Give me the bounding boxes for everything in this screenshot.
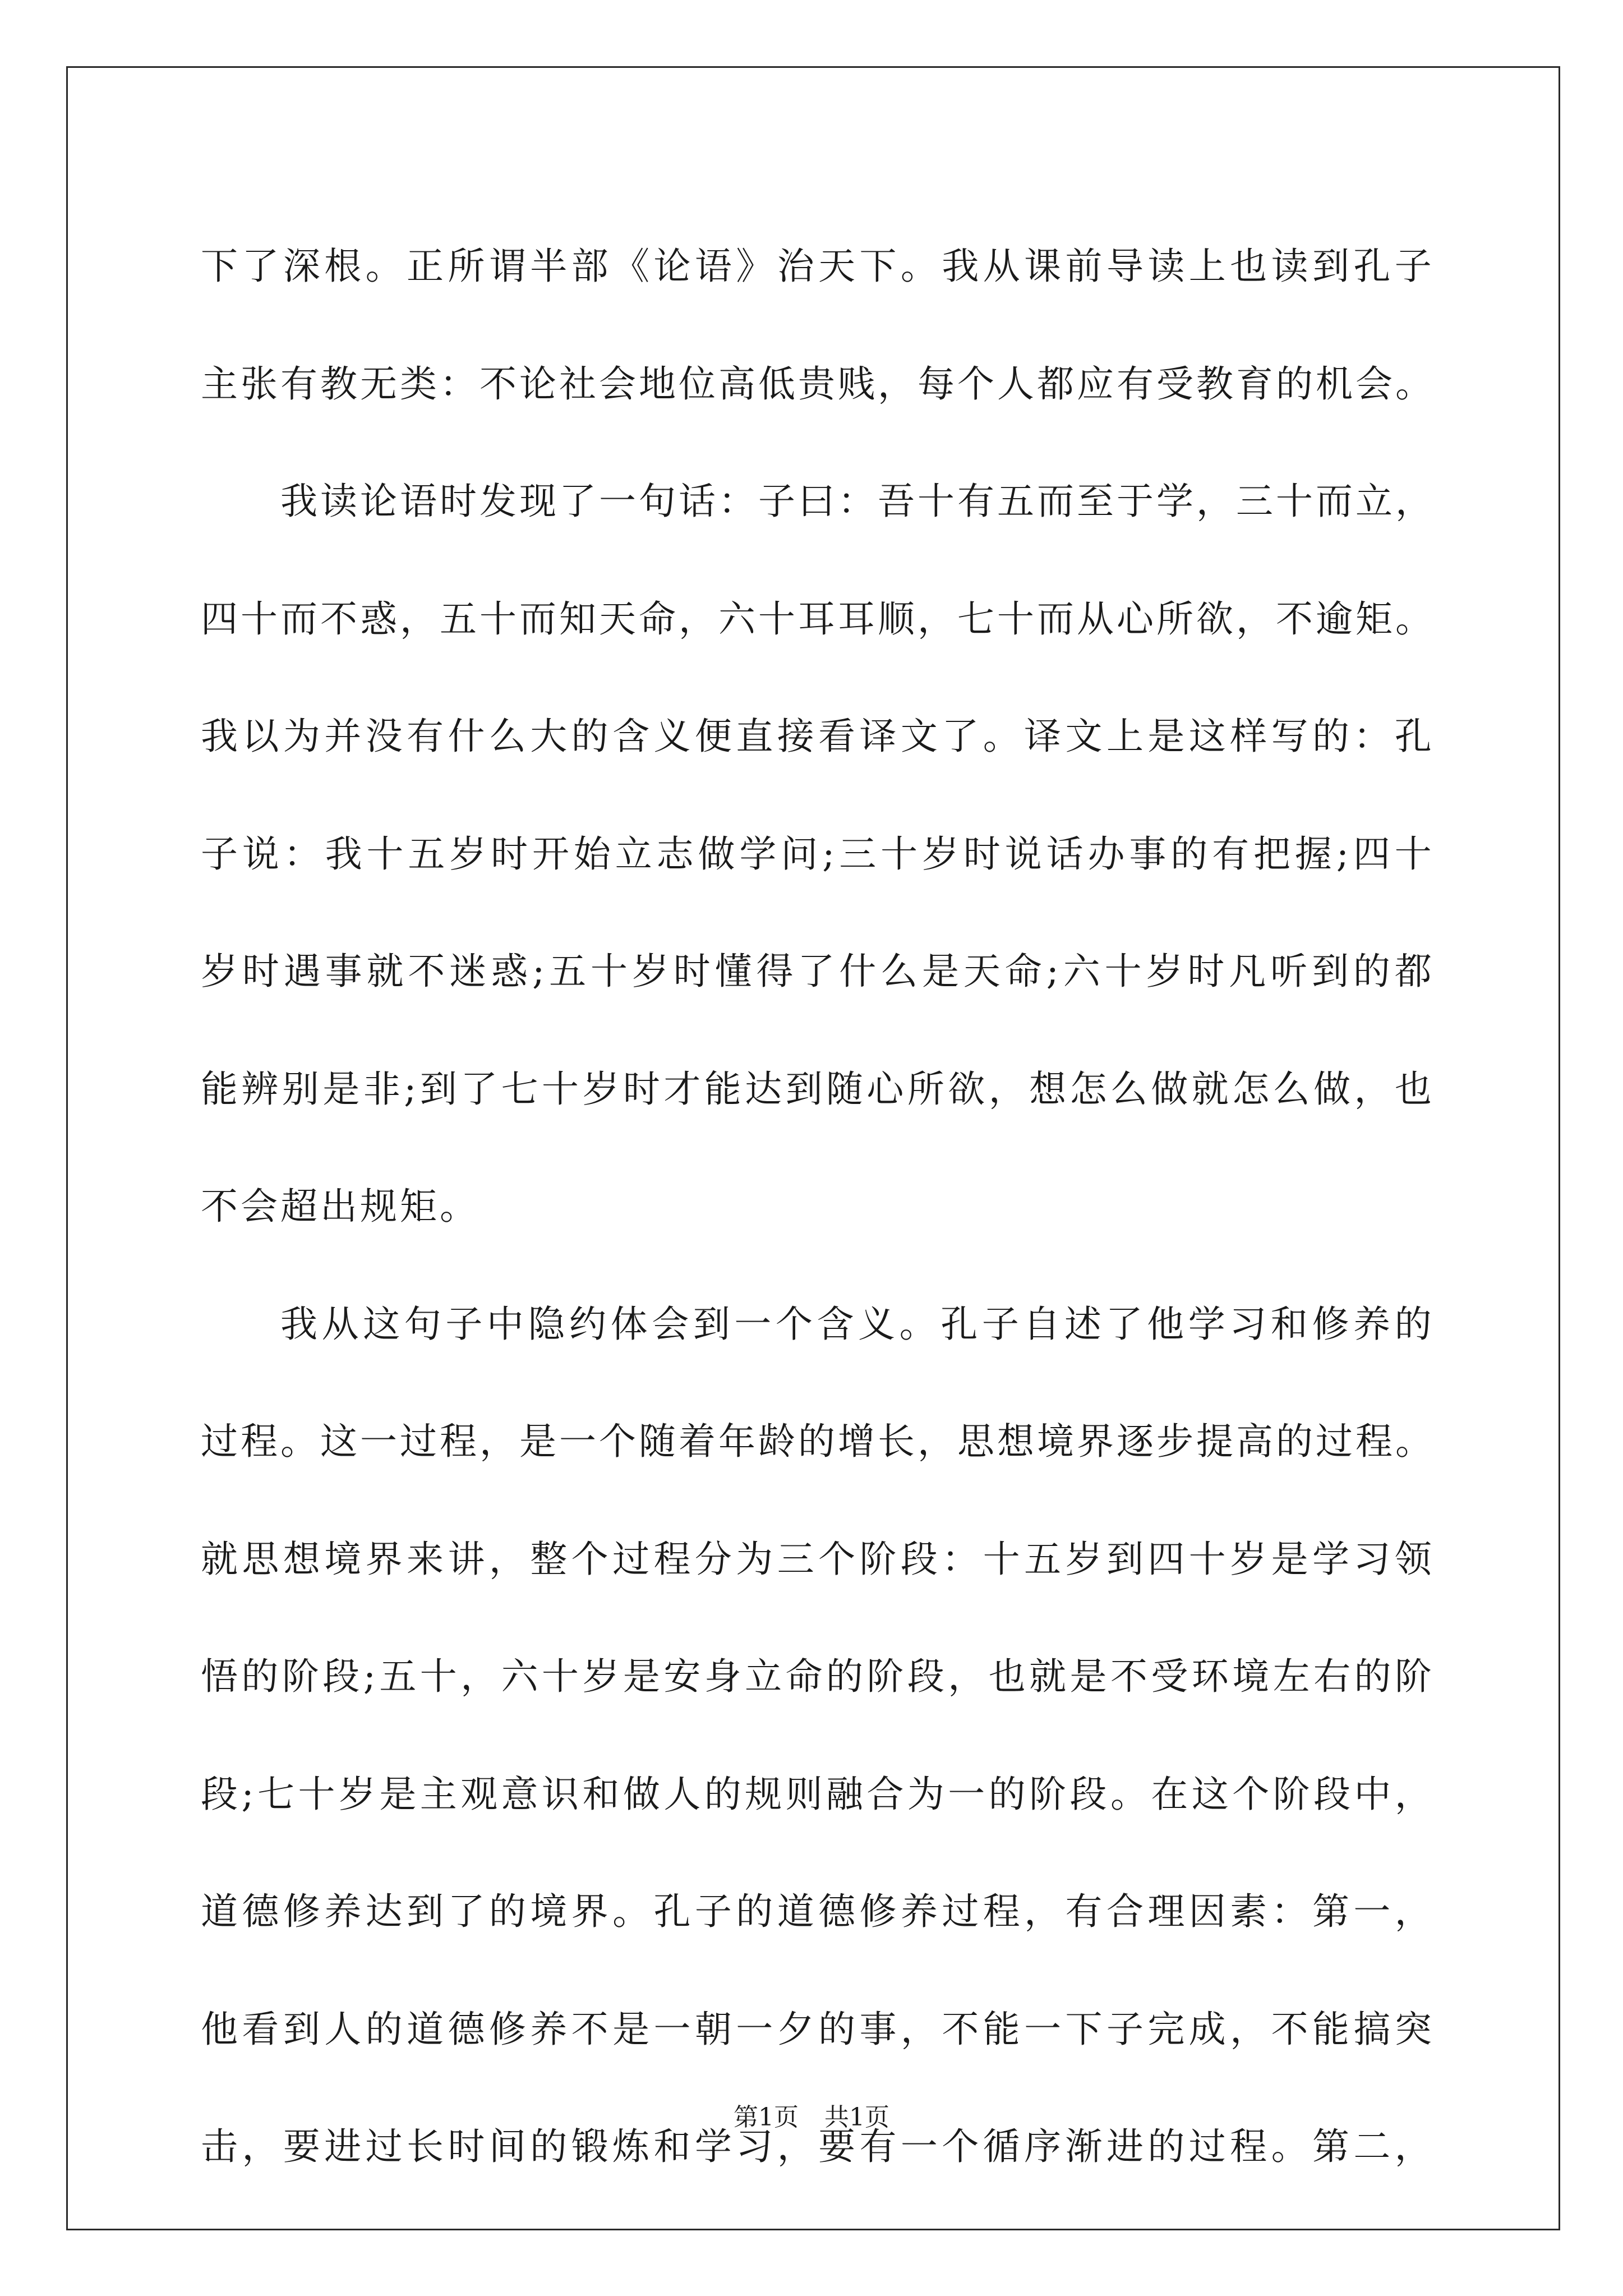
text-line: 主 张 有 教 无 类 ： 不 论 社 会 地 位 高 低 贵 贱 ， 每 个 人 都 应 有 受 教 育 的 机 会 。: [201, 362, 1435, 406]
text-line: 我 从 这 句 子 中 隐 约 体 会 到 一 个 含 义 。 孔 子 自 述 了 他 学 习 和 修 养 的: [280, 1302, 1435, 1346]
page-total: 共1页: [824, 2103, 889, 2132]
text-line: 子 说 ： 我 十 五 岁 时 开 始 立 志 做 学 问 ; 三 十 岁 时 说 话 办 事 的 有 把 握 ; 四 十: [201, 832, 1435, 876]
text-line: 我 以 为 并 没 有 什 么 大 的 含 义 便 直 接 看 译 文 了 。 译 文 上 是 这 样 写 的 ： 孔: [201, 715, 1435, 758]
text-line: 他 看 到 人 的 道 德 修 养 不 是 一 朝 一 夕 的 事 ， 不 能 一 下 子 完 成 ， 不 能 搞 突: [201, 2007, 1435, 2051]
page-footer: [0, 2097, 1623, 2133]
text-line: 能 辨 别 是 非 ; 到 了 七 十 岁 时 才 能 达 到 随 心 所 欲 ， 想 怎 么 做 就 怎 么 做 ， 也: [201, 1067, 1435, 1111]
text-line: 我 读 论 语 时 发 现 了 一 句 话 ： 子 曰 ： 吾 十 有 五 而 至 于 学 ， 三 十 而 立 ，: [280, 480, 1435, 523]
document-body: [201, 208, 1435, 2206]
page-number: 第1页: [734, 2103, 799, 2132]
text-line: 不会超出规矩。: [201, 1185, 479, 1228]
text-line: 击 ， 要 进 过 长 时 间 的 锻 炼 和 学 习 ， 要 有 一 个 循 序 渐 进 的 过 程 。 第 二 ，: [201, 2125, 1435, 2168]
text-line: 下 了 深 根 。 正 所 谓 半 部 《 论 语 》 治 天 下 。 我 从 课 前 导 读 上 也 读 到 孔 子: [201, 245, 1435, 288]
text-line: 过 程 。 这 一 过 程 ， 是 一 个 随 着 年 龄 的 增 长 ， 思 想 境 界 逐 步 提 高 的 过 程 。: [201, 1420, 1435, 1463]
text-line: 岁 时 遇 事 就 不 迷 惑 ; 五 十 岁 时 懂 得 了 什 么 是 天 命 ; 六 十 岁 时 凡 听 到 的 都: [201, 950, 1435, 993]
text-line: 就 思 想 境 界 来 讲 ， 整 个 过 程 分 为 三 个 阶 段 ： 十 五 岁 到 四 十 岁 是 学 习 领: [201, 1537, 1435, 1581]
text-line: 道 德 修 养 达 到 了 的 境 界 。 孔 子 的 道 德 修 养 过 程 ， 有 合 理 因 素 ： 第 一 ，: [201, 1890, 1435, 1933]
text-line: 段 ; 七 十 岁 是 主 观 意 识 和 做 人 的 规 则 融 合 为 一 的 阶 段 。 在 这 个 阶 段 中 ，: [201, 1772, 1435, 1816]
text-line: 四 十 而 不 惑 ， 五 十 而 知 天 命 ， 六 十 耳 耳 顺 ， 七 十 而 从 心 所 欲 ， 不 逾 矩 。: [201, 597, 1435, 641]
text-line: 悟 的 阶 段 ; 五 十 ， 六 十 岁 是 安 身 立 命 的 阶 段 ， 也 就 是 不 受 环 境 左 右 的 阶: [201, 1655, 1435, 1698]
